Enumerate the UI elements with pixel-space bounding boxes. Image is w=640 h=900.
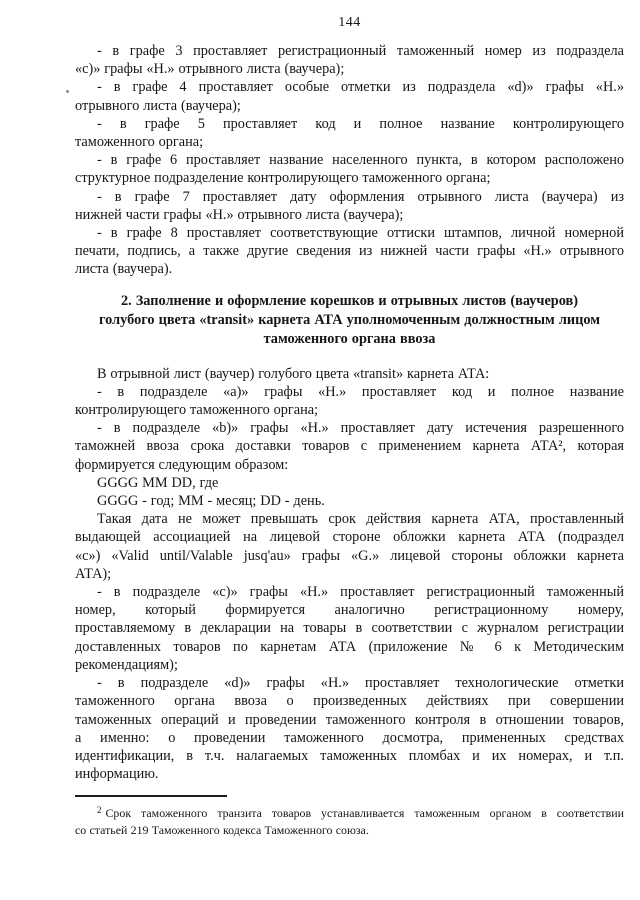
- footnote-text: Срок таможенного транзита товаров устанавливается таможенным органом в соответствии: [105, 806, 624, 821]
- text-line: - в графе 8 проставляет соответствующие оттиски штампов, личной номерной: [97, 225, 624, 242]
- heading-line: 2. Заполнение и оформление корешков и отрывных листов (ваучеров): [120, 292, 579, 309]
- para-grafa-3: [75, 42, 624, 78]
- text-line: листа (ваучера).: [75, 261, 173, 278]
- text-line: АТА);: [75, 565, 112, 582]
- para-podrazdel-c: [75, 583, 624, 674]
- para-grafa-4: [75, 78, 624, 114]
- text-line: - в подразделе «d)» графы «Н.» проставляет технологические отметки: [97, 675, 624, 692]
- text-line: таможней ввоза срока доставки товаров с применением карнета АТА², которая: [75, 438, 624, 455]
- text-line: контролирующего таможенного органа;: [75, 402, 319, 419]
- text-line: - в графе 6 проставляет название населенного пункта, в котором расположено: [97, 152, 624, 169]
- footnote: [75, 795, 624, 839]
- para-valid-until: [75, 510, 624, 583]
- para-date-format: [75, 474, 624, 492]
- footnote-line: со статьей 219 Таможенного кодекса Таможенного союза.: [75, 823, 369, 838]
- text-line: рекомендациям);: [75, 656, 178, 673]
- footnote-line: [75, 802, 624, 822]
- para-grafa-5: [75, 115, 624, 151]
- heading-line: таможенного органа ввоза: [263, 330, 436, 347]
- text-line: - в подразделе «b)» графы «Н.» проставляет дату истечения разрешенного: [97, 420, 624, 437]
- text-line: проставляемому в декларации на товары в соответствии с журналом регистрации: [75, 620, 624, 637]
- text-line: структурное подразделение контролирующего таможенного органа;: [75, 170, 491, 187]
- para-grafa-6: [75, 151, 624, 187]
- para-intro-voucher: [75, 365, 624, 383]
- text-line: идентификации, в т.ч. налагаемых таможенных пломбах и их номерах, и т.п.: [75, 747, 624, 764]
- text-line: информацию.: [75, 766, 159, 783]
- text-line: Такая дата не может превышать срок действия карнета АТА, проставленный: [97, 511, 624, 528]
- para-podrazdel-d: [75, 674, 624, 783]
- text-line: В отрывной лист (ваучер) голубого цвета «transit» карнета АТА:: [97, 365, 490, 382]
- text-line: - в графе 3 проставляет регистрационный таможенный номер из подраздела: [97, 43, 624, 59]
- text-line: таможенного органа ввоза о произведенных действиях при совершении: [75, 693, 624, 710]
- text-line: таможенного органа;: [75, 134, 204, 151]
- text-line: таможенных операций и проведении таможенного контроля в отношении товаров,: [75, 711, 624, 728]
- scan-artifact-dot: [66, 90, 69, 93]
- text-line: формируется следующим образом:: [75, 456, 289, 473]
- text-line: - в графе 5 проставляет код и полное название контролирующего: [97, 115, 624, 132]
- para-podrazdel-a: [75, 383, 624, 419]
- text-line: GGGG MM DD, где: [97, 474, 219, 491]
- text-line: номер, который формируется аналогично регистрационному номеру,: [75, 602, 624, 619]
- text-line: - в подразделе «а)» графы «Н.» проставляет код и полное название: [97, 383, 624, 400]
- text-line: «с») «Valid until/Valable jusq'au» графы «G.» лицевой стороны обложки карнета: [75, 547, 624, 564]
- footnote-marker: 2: [97, 805, 102, 816]
- heading-line: голубого цвета «transit» карнета АТА уполномоченным должностным лицом: [99, 311, 600, 328]
- section-heading: [75, 292, 624, 349]
- text-line: печати, подпись, а также другие сведения из нижней части графы «Н.» отрывного: [75, 243, 624, 260]
- text-line: а именно: о проведении таможенного досмотра, примененных средствах: [75, 729, 624, 746]
- text-line: нижней части графы «Н.» отрывного листа (ваучера);: [75, 206, 404, 223]
- text-line: - в графе 4 проставляет особые отметки из подраздела «d)» графы «Н.»: [97, 79, 624, 96]
- text-line: отрывного листа (ваучера);: [75, 97, 241, 114]
- text-line: доставленных товаров по карнетам АТА (приложение № 6 к Методическим: [75, 638, 624, 655]
- text-line: - в графе 7 проставляет дату оформления отрывного листа (ваучера) из: [97, 188, 624, 205]
- para-grafa-7: [75, 188, 624, 224]
- para-date-legend: [75, 492, 624, 510]
- text-line: GGGG - год; MM - месяц; DD - день.: [97, 493, 325, 510]
- text-line: выдающей ассоциацией на лицевой стороне обложки карнета АТА (подраздел: [75, 529, 624, 546]
- text-line: - в подразделе «с)» графы «Н.» проставляет регистрационный таможенный: [97, 584, 624, 601]
- document-body: [75, 42, 624, 839]
- footnote-divider: [75, 795, 227, 797]
- para-podrazdel-b: [75, 419, 624, 474]
- para-grafa-8: [75, 224, 624, 279]
- page-number: 144: [338, 15, 361, 30]
- text-line: «с)» графы «Н.» отрывного листа (ваучера);: [75, 61, 345, 78]
